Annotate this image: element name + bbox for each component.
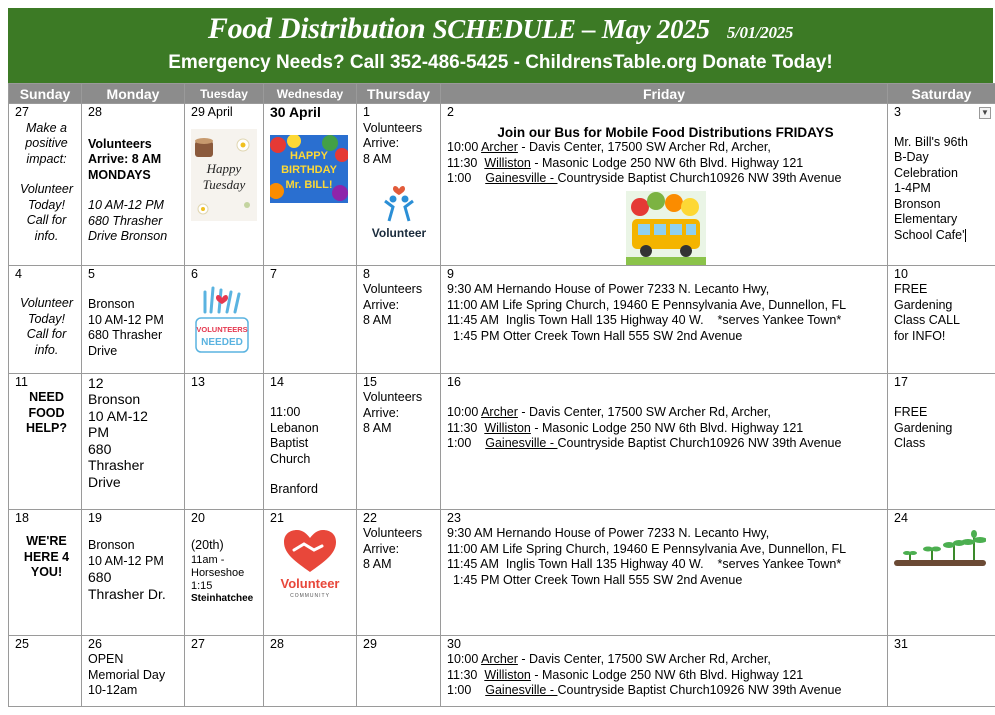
day-number: 5 — [88, 266, 95, 281]
cell-text: Arrive: — [363, 541, 400, 556]
day-number: 16 — [447, 374, 461, 389]
day-cell — [9, 104, 82, 266]
day-number: 29 April — [191, 105, 233, 119]
cell-text: for INFO! — [894, 328, 946, 343]
distribution-row: 11:45 AM Inglis Town Hall 135 Highway 40 W. *serves Yankee Town* — [447, 313, 842, 327]
day-cell — [185, 509, 264, 635]
volunteers-needed-image — [191, 282, 253, 358]
day-number: 2 — [447, 105, 454, 119]
cell-text: 10 AM-12 PM — [88, 312, 164, 327]
cell-text: Bronson — [88, 391, 141, 407]
time-text: 1:00 — [447, 436, 472, 450]
title-banner — [8, 8, 993, 84]
address-text: - Davis Center, 17500 SW Archer Rd, Archer, — [517, 405, 771, 419]
cell-text: Bronson — [88, 297, 135, 311]
cell-text: Drive — [88, 473, 121, 490]
cell-text: Arrive: — [363, 405, 400, 420]
day-cell — [82, 373, 185, 509]
day-cell — [9, 265, 82, 373]
cell-text: Today! — [27, 197, 66, 212]
day-number: 31 — [894, 636, 908, 651]
day-number: 6 — [191, 266, 198, 281]
weekday-header: Wednesday — [264, 84, 357, 104]
address-text: Countryside Baptist Church10926 NW 39th Avenue — [557, 683, 842, 697]
weekday-header: Sunday — [9, 84, 82, 104]
cell-text: PM — [88, 424, 109, 440]
cell-text: impact: — [26, 151, 67, 166]
cell-text: Celebration — [894, 165, 958, 180]
day-cell — [441, 265, 888, 373]
cell-text: Volunteer — [19, 296, 74, 310]
mr-bill-text: Mr. BILL! — [285, 178, 333, 191]
cell-text: Bronson — [894, 196, 941, 211]
day-number: 28 — [270, 636, 284, 651]
cell-text: 11:00 — [270, 405, 301, 419]
friday-bus-title: Join our Bus for Mobile Food Distributions FRIDAYS — [497, 124, 834, 140]
day-cell — [82, 509, 185, 635]
cell-text: Gardening — [894, 420, 953, 435]
distribution-row — [447, 156, 884, 172]
day-cell — [357, 104, 441, 266]
day-cell — [357, 265, 441, 373]
day-number: 9 — [447, 266, 454, 281]
day-cell — [441, 635, 888, 706]
heart-icon — [393, 186, 405, 195]
distribution-row: 9:30 AM Hernando House of Power 7233 N. Lecanto Hwy, — [447, 526, 770, 540]
cell-text: FREE — [894, 405, 928, 419]
cell-text: Call for — [26, 327, 67, 341]
day-cell — [82, 265, 185, 373]
time-text: 10:00 — [447, 140, 479, 154]
week-row — [9, 635, 995, 706]
address-text: Countryside Baptist Church10926 NW 39th Avenue — [557, 171, 842, 185]
day-cell — [9, 373, 82, 509]
cell-text: Lebanon — [270, 420, 319, 435]
cell-text: 10 AM-12 PM — [88, 198, 164, 212]
day-cell — [264, 373, 357, 509]
distribution-row: 1:45 PM Otter Creek Town Hall 555 SW 2nd Avenue — [453, 328, 743, 343]
distribution-row: 11:00 AM Life Spring Church, 19460 E Pennsylvania Ave, Dunnellon, FL — [447, 297, 847, 312]
day-cell — [888, 635, 995, 706]
day-number: 3 — [894, 105, 901, 119]
day-number: 24 — [894, 510, 908, 525]
cell-text: Make a — [26, 120, 67, 135]
cell-text: Drive — [88, 343, 118, 358]
cell-text[interactable] — [894, 228, 992, 244]
cell-text: 11am - — [191, 553, 225, 566]
community-text: COMMUNITY — [290, 593, 330, 599]
sprouts-image — [894, 530, 986, 570]
day-number: 12 — [88, 374, 104, 391]
location-link[interactable]: Gainesville - — [485, 436, 558, 450]
day-cell — [9, 635, 82, 706]
cell-text: Call for — [26, 213, 67, 227]
distribution-row — [447, 140, 884, 156]
cell-text: Memorial Day — [88, 667, 166, 682]
cell-text: Volunteers — [363, 390, 423, 404]
distribution-row — [447, 405, 884, 421]
week-row — [9, 373, 995, 509]
cell-text: 8 AM — [363, 313, 392, 327]
distribution-row — [447, 171, 884, 187]
day-number: 22 — [363, 510, 377, 525]
cell-text: 680 Thrasher — [88, 213, 163, 228]
day-number: 25 — [15, 636, 29, 651]
cell-text: Elementary — [894, 212, 958, 226]
page-title — [8, 12, 993, 46]
day-cell — [264, 509, 357, 635]
cell-text: Branford — [270, 482, 318, 496]
cell-text: Today! — [27, 311, 66, 326]
address-text: Countryside Baptist Church10926 NW 39th Avenue — [557, 436, 842, 450]
food-bus-image — [626, 191, 706, 265]
distribution-row: 9:30 AM Hernando House of Power 7233 N. Lecanto Hwy, — [447, 282, 770, 296]
time-text: 10:00 — [447, 652, 479, 666]
location-link[interactable]: Gainesville - — [485, 683, 558, 697]
cell-text: B-Day — [894, 150, 929, 164]
day-cell — [264, 104, 357, 266]
location-link[interactable]: Archer — [481, 652, 518, 666]
day-cell — [888, 265, 995, 373]
cell-text: Volunteers — [363, 526, 423, 540]
week-row — [9, 104, 995, 266]
day-number: 29 — [363, 636, 377, 651]
cell-text: Gardening — [894, 297, 953, 312]
cell-text: info. — [34, 228, 59, 243]
address-text: - Masonic Lodge 250 NW 6th Blvd. Highway 121 — [530, 420, 804, 435]
weekday-header: Friday — [441, 84, 888, 104]
birthday-text: BIRTHDAY — [281, 163, 337, 176]
cell-text: 680 — [88, 569, 112, 585]
cell-text: positive — [25, 136, 68, 150]
weekday-header: Thursday — [357, 84, 441, 104]
cell-text: 10 AM-12 — [88, 407, 148, 424]
cell-text: 8 AM — [363, 151, 392, 166]
tuesday-text: Tuesday — [202, 176, 246, 192]
happy-text: HAPPY — [290, 149, 328, 162]
volunteer-text: Volunteer — [280, 576, 340, 591]
cell-text: Class — [894, 436, 926, 450]
cell-text: 1-4PM — [894, 181, 931, 195]
cell-text: Drive Bronson — [88, 229, 168, 243]
day-number: 30 — [447, 636, 461, 651]
day-cell — [9, 509, 82, 635]
day-cell — [264, 265, 357, 373]
day-number: 17 — [894, 374, 908, 389]
distribution-row — [447, 652, 884, 668]
cell-text: OPEN — [88, 652, 124, 666]
cell-text: 10-12am — [88, 683, 138, 697]
birthday-balloons-image — [270, 135, 348, 203]
day-cell — [888, 373, 995, 509]
time-text: 1:00 — [447, 171, 472, 185]
weekday-header: Monday — [82, 84, 185, 104]
address-text: - Davis Center, 17500 SW Archer Rd, Archer, — [517, 652, 771, 666]
cell-text: Arrive: 8 AM — [88, 152, 162, 166]
page-subtitle: Emergency Needs? Call 352-486-5425 - ChildrensTable.org Donate Today! — [168, 52, 833, 73]
day-cell — [82, 635, 185, 706]
location-link[interactable]: Archer — [481, 405, 518, 419]
cell-text: Church — [270, 451, 311, 466]
day-cell — [185, 373, 264, 509]
day-number: 14 — [270, 374, 284, 389]
day-number: 8 — [363, 266, 370, 281]
cell-text: FOOD — [28, 405, 65, 420]
day-cell — [441, 104, 888, 266]
cell-text: 10 AM-12 PM — [88, 553, 164, 568]
cell-text: 8 AM — [363, 557, 392, 571]
day-number: 30 April — [270, 104, 321, 120]
location-link[interactable]: Archer — [481, 140, 518, 154]
day-number: 18 — [15, 510, 29, 525]
heart-icon — [284, 530, 336, 572]
cell-text: HERE 4 — [23, 549, 70, 564]
cell-text: info. — [34, 342, 59, 357]
distribution-row — [447, 436, 884, 452]
cell-text: YOU! — [30, 565, 63, 579]
happy-text: Happy — [206, 160, 242, 176]
day-number: 27 — [15, 105, 29, 119]
day-cell — [357, 635, 441, 706]
day-cell — [185, 104, 264, 266]
title-date: 5/01/2025 — [726, 23, 794, 42]
cell-text: Arrive: — [363, 136, 400, 150]
day-number: 10 — [894, 266, 908, 281]
address-text: - Masonic Lodge 250 NW 6th Blvd. Highway 121 — [530, 155, 804, 170]
day-number: 21 — [270, 510, 284, 525]
day-number: 26 — [88, 636, 102, 651]
cell-text: Volunteers — [363, 120, 423, 135]
cell-text: Class CALL — [894, 313, 960, 327]
calendar-grid — [8, 83, 995, 707]
needed-text: NEEDED — [201, 337, 243, 348]
day-number: 1 — [363, 105, 370, 119]
address-text: - Davis Center, 17500 SW Archer Rd, Archer, — [517, 140, 771, 154]
day-number: 11 — [15, 374, 28, 389]
cell-text: Bronson — [88, 538, 135, 552]
day-cell — [82, 104, 185, 266]
week-row — [9, 265, 995, 373]
cell-text: HELP? — [26, 421, 67, 435]
time-text: 10:00 — [447, 405, 479, 419]
location-link[interactable]: Williston — [484, 155, 531, 170]
time-text: 11:30 — [447, 155, 478, 170]
day-cell — [888, 509, 995, 635]
distribution-row — [447, 421, 884, 437]
day-cell — [357, 373, 441, 509]
distribution-row — [447, 683, 884, 699]
day-number: 20 — [191, 510, 205, 525]
location-link[interactable]: Gainesville - — [485, 171, 558, 185]
cell-text: Volunteer — [19, 182, 74, 196]
day-number: 15 — [363, 374, 377, 389]
day-cell — [185, 635, 264, 706]
cell-text: Mr. Bill's 96th — [894, 134, 968, 149]
cell-text: (20th) — [191, 538, 224, 552]
day-cell — [185, 265, 264, 373]
day-number: 27 — [191, 636, 205, 651]
address-text: - Masonic Lodge 250 NW 6th Blvd. Highway 121 — [530, 667, 804, 682]
cell-text: Thrasher Dr. — [88, 585, 166, 602]
cell-text: Horseshoe — [191, 566, 245, 579]
cell-text: MONDAYS — [88, 167, 151, 182]
title-main: Food Distribution — [207, 12, 426, 45]
cell-text: FREE — [894, 282, 928, 296]
day-cell — [441, 509, 888, 635]
cell-text: Volunteers — [363, 282, 423, 296]
cell-text: 1:15 — [191, 579, 213, 592]
distribution-row: 11:00 AM Life Spring Church, 19460 E Pennsylvania Ave, Dunnellon, FL — [447, 541, 847, 556]
cell-text: Steinhatchee — [191, 592, 254, 604]
dropdown-arrow-icon[interactable]: ▼ — [979, 107, 991, 119]
volunteer-logo-image — [363, 181, 435, 241]
weekday-header: Tuesday — [185, 84, 264, 104]
time-text: 1:00 — [447, 683, 472, 697]
weekday-header-row — [9, 84, 995, 104]
cell-text: 680 — [88, 440, 112, 457]
day-cell — [888, 104, 995, 266]
day-cell — [441, 373, 888, 509]
distribution-row: 11:45 AM Inglis Town Hall 135 Highway 40 W. *serves Yankee Town* — [447, 557, 842, 571]
cell-text: Volunteers — [88, 136, 152, 151]
location-link[interactable]: Williston — [484, 420, 531, 435]
day-number: 23 — [447, 510, 461, 525]
cell-text: 8 AM — [363, 421, 392, 435]
cell-text: Baptist — [270, 436, 309, 450]
day-number: 4 — [15, 266, 22, 281]
volunteer-text: Volunteer — [371, 226, 427, 240]
distribution-row: 1:45 PM Otter Creek Town Hall 555 SW 2nd Avenue — [453, 572, 743, 587]
distribution-row — [447, 668, 884, 684]
day-number: 13 — [191, 374, 205, 389]
day-number: 7 — [270, 266, 277, 281]
day-number: 19 — [88, 510, 102, 525]
title-schedule: SCHEDULE – May 2025 — [432, 14, 710, 44]
location-link[interactable]: Williston — [484, 667, 531, 682]
weekday-header: Saturday — [888, 84, 995, 104]
day-cell — [357, 509, 441, 635]
text-cursor — [965, 229, 966, 242]
cell-text: Arrive: — [363, 297, 400, 312]
cell-text: NEED — [29, 390, 64, 404]
week-row — [9, 509, 995, 635]
happy-tuesday-image — [191, 129, 257, 221]
volunteer-community-logo — [270, 524, 350, 604]
time-text: 11:30 — [447, 420, 478, 435]
cell-text: WE'RE — [26, 534, 67, 548]
cell-text: Thrasher — [88, 457, 145, 473]
day-number: 28 — [88, 105, 102, 119]
cell-text: School Cafe' — [894, 227, 965, 242]
volunteers-text: VOLUNTEERS — [196, 325, 248, 334]
time-text: 11:30 — [447, 667, 478, 682]
day-cell — [264, 635, 357, 706]
cell-text: 680 Thrasher — [88, 328, 163, 342]
